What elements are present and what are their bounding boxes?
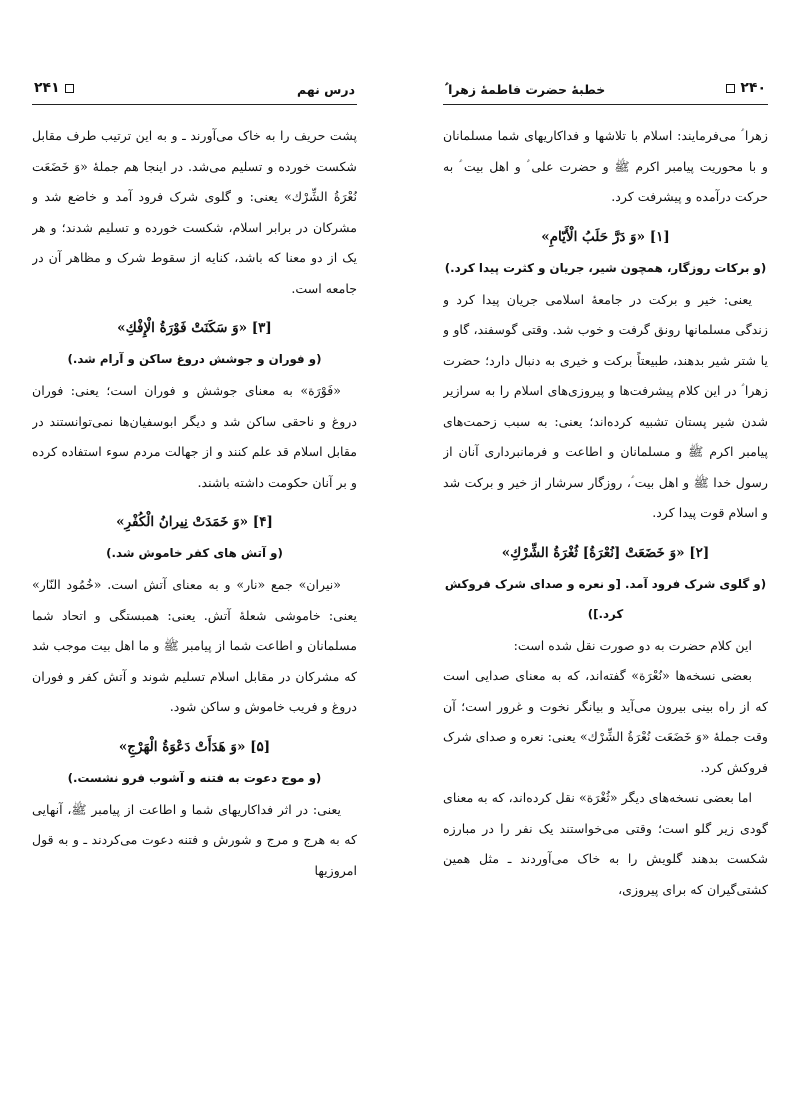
- left-header-title: درس نهم: [297, 82, 355, 97]
- translation-2: (و گلوی شرک فرود آمد. [و نعره و صدای شرک فروکش کرد.]): [444, 576, 767, 621]
- verse-1: [۱] «وَ دَرَّ حَلَبُ الْأَيّامِ»: [541, 228, 670, 245]
- right-page-number: ۲۴۰: [740, 80, 766, 96]
- right-page-number-block: [726, 80, 766, 96]
- section-4-text: «نیران» جمع «نار» و به معنای آتش است. «خُمُود النّار» یعنی: خاموشی شعلهٔ آتش. یعنی: همبستگی و اتحاد شما مسلمانان و اطاعت شما از پیامبر ﷺ و ما اهل بیت موجب شد که مشرکان در مقابل اسلام تسلیم شوند و آتش کفر و فوران دروغ و فریب خاموش و ساکن شود.: [32, 577, 357, 714]
- left-page: [32, 78, 357, 1078]
- right-page: [443, 78, 768, 1078]
- section-2-text-2: بعضی نسخه‌ها «نُعْرَة» گفته‌اند، که به معنای صدایی است که از راه بینی بیرون می‌آید و بیانگر نخوت و غرور است؛ آن وقت جملهٔ «وَ خَضَعَت نُعْرَةُ الشِّرْك» یعنی: نعره و صدای شرک فروکش کرد.: [443, 668, 768, 775]
- verse-2: [۲] «وَ خَضَعَتْ [نُعْرَةُ] ثُغْرَةُ الشِّرْكِ»: [501, 544, 710, 561]
- verse-3: [۳] «وَ سَكَنَتْ فَوْرَةُ الْإِفْكِ»: [117, 320, 272, 336]
- section-5-text: یعنی: در اثر فداکاریهای شما و اطاعت از پیامبر ﷺ، آنهایی که به هرج و مرج و شورش و فتنه دعوت می‌کردند ـ و به قول امروزیها: [32, 801, 357, 878]
- right-intro-paragraph: زهرا ؑ می‌فرمایند: اسلام با تلاشها و فداکاریهای شما مسلمانان و با محوریت پیامبر اکرم ﷺ و حضرت علی ؑ و اهل بیت ؑ به حرکت درآمده و پیشرفت کرد.: [443, 128, 768, 204]
- left-page-header: [32, 78, 357, 105]
- right-header-title: خطبهٔ حضرت فاطمهٔ زهرا ؑ: [445, 82, 606, 97]
- section-3-text: «فَوْرَة» به معنای جوشش و فوران است؛ یعنی: فوران دروغ و ناحقی ساکن شد و دیگر ابوسفیان‌ها نمی‌توانستند در مقابل اسلام قد علم کنند و از جهالت مردم سوء استفاده کرده و بر آنان حکومت داشته باشند.: [32, 383, 357, 490]
- verse-5: [۵] «وَ هَدَأَتْ دَعْوَةُ الْهَرْجِ»: [118, 738, 271, 755]
- translation-1: (و برکات روزگار، همچون شیر، جریان و کثرت پیدا کرد.): [444, 260, 767, 275]
- translation-5: (و موج دعوت به فتنه و آشوب فرو نشست.): [67, 770, 322, 785]
- translation-4: (و آتش های کفر خاموش شد.): [106, 546, 283, 560]
- section-2-text-1: این کلام حضرت به دو صورت نقل شده است:: [513, 637, 752, 653]
- verse-4: [۴] «وَ خَمَدَتْ نِيرانُ الْكُفْرِ»: [116, 514, 273, 530]
- translation-3: (و فوران و جوشش دروغ ساکن و آرام شد.): [67, 352, 322, 366]
- right-page-header: [443, 78, 768, 105]
- left-page-number: ۲۴۱: [34, 80, 60, 96]
- square-icon: [726, 84, 735, 93]
- section-1-text: یعنی: خیر و برکت در جامعهٔ اسلامی جریان پیدا کرد و زندگی مسلمانها رونق گرفت و خوب شد. وقتی گوسفند، گاو و یا شتر شیر بدهند، طبیعتاً برکت و خیری به دنبال دارد؛ حضرت زهرا ؑ در این کلام پیشرفت‌ها و پیروزی‌های اسلام را به سرازیر شدن شیر پستان تشبیه کرده‌اند؛ یعنی: به سبب زحمت‌های پیامبر اکرم ﷺ و مسلمانان و اطاعت و فرمانبرداری آنان از رسول خدا ﷺ و اهل بیت ؑ، روزگار سرشار از خیر و برکت شد و اسلام قوت پیدا کرد.: [443, 291, 768, 520]
- left-page-content: [32, 105, 357, 886]
- section-2-text-3: اما بعضی نسخه‌های دیگر «ثُغْرَة» نقل کرده‌اند، که به معنای گودی زیر گلو است؛ وقتی می‌خواستند یک نفر را در مبارزه شکست بدهند گلویش را به خاک می‌آوردند ـ مثل همین کشتی‌گیران که برای پیروزی،: [443, 790, 768, 897]
- square-icon: [65, 84, 74, 93]
- left-paragraph-1: پشت حریف را به خاک می‌آورند ـ و به این ترتیب طرف مقابل شکست خورده و تسلیم می‌شد. در اینجا هم جملهٔ «وَ خَضَعَت نُعْرَةُ الشِّرْك» یعنی: و گلوی شرک فرود آمد و خاضع شد و مشرکان در برابر اسلام، شکست خورده و تسلیم شدند؛ و هر یک از دو معنا که باشد، کنایه از سقوط شرک و مظاهر آن در جامعه است.: [32, 128, 357, 296]
- left-page-number-block: [34, 80, 74, 96]
- right-page-content: [443, 105, 768, 905]
